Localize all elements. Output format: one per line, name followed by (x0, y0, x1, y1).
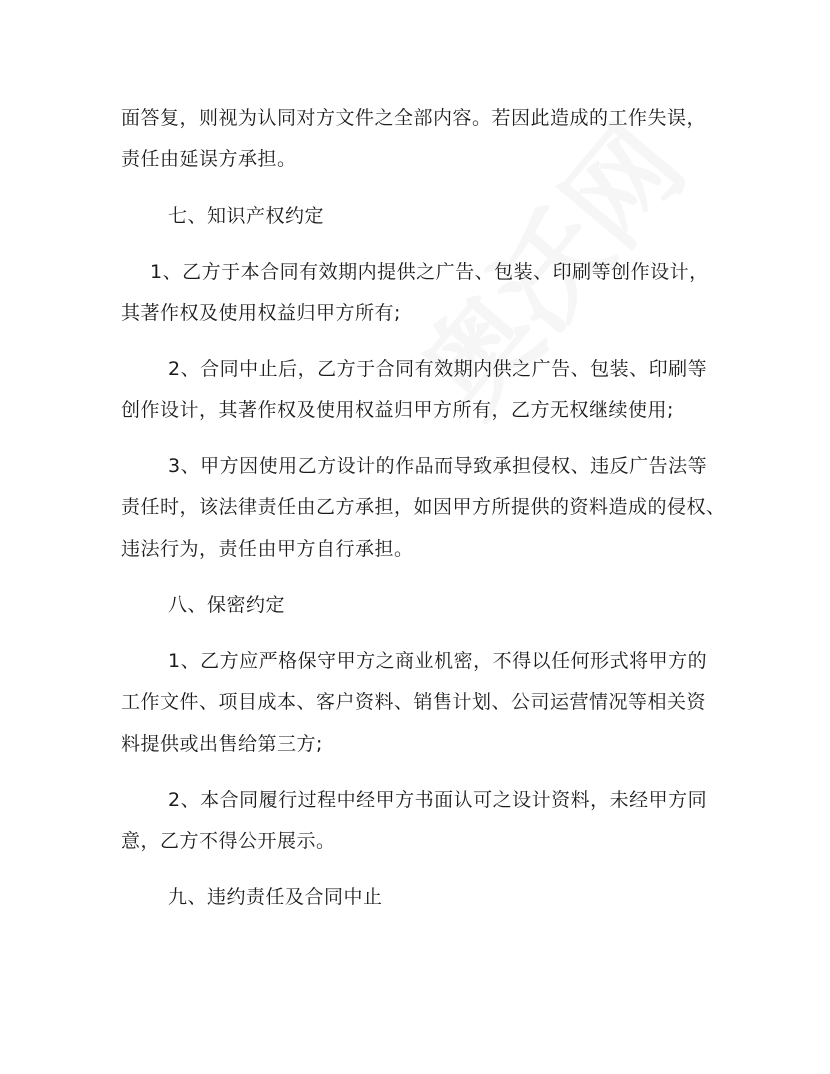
paragraph-line: 责任由延误方承担。 (121, 148, 297, 170)
section-heading-8: 八、保密约定 (168, 594, 286, 616)
paragraph-line: 责任时，该法律责任由乙方承担，如因甲方所提供的资料造成的侵权、 (121, 496, 726, 518)
paragraph-line: 面答复，则视为认同对方文件之全部内容。若因此造成的工作失误， (121, 107, 707, 129)
paragraph-line: 工作文件、项目成本、客户资料、销售计划、公司运营情况等相关资 (121, 691, 707, 713)
paragraph-line: 3、甲方因使用乙方设计的作品而导致承担侵权、违反广告法等 (168, 455, 708, 477)
paragraph-line: 1、乙方于本合同有效期内提供之广告、包装、印刷等创作设计， (150, 261, 709, 283)
paragraph-line: 2、本合同履行过程中经甲方书面认可之设计资料，未经甲方同 (168, 789, 708, 811)
section-heading-9: 九、违约责任及合同中止 (168, 886, 383, 908)
paragraph-line: 创作设计，其著作权及使用权益归甲方所有，乙方无权继续使用; (121, 399, 674, 421)
paragraph-line: 违法行为，责任由甲方自行承担。 (121, 538, 414, 560)
paragraph-line: 其著作权及使用权益归甲方所有; (121, 302, 401, 324)
paragraph-line: 意，乙方不得公开展示。 (121, 830, 336, 852)
paragraph-line: 料提供或出售给第三方; (121, 733, 323, 755)
paragraph-line: 1、乙方应严格保守甲方之商业机密，不得以任何形式将甲方的 (168, 650, 708, 672)
paragraph-line: 2、合同中止后，乙方于合同有效期内供之广告、包装、印刷等 (168, 358, 708, 380)
section-heading-7: 七、知识产权约定 (168, 205, 325, 227)
